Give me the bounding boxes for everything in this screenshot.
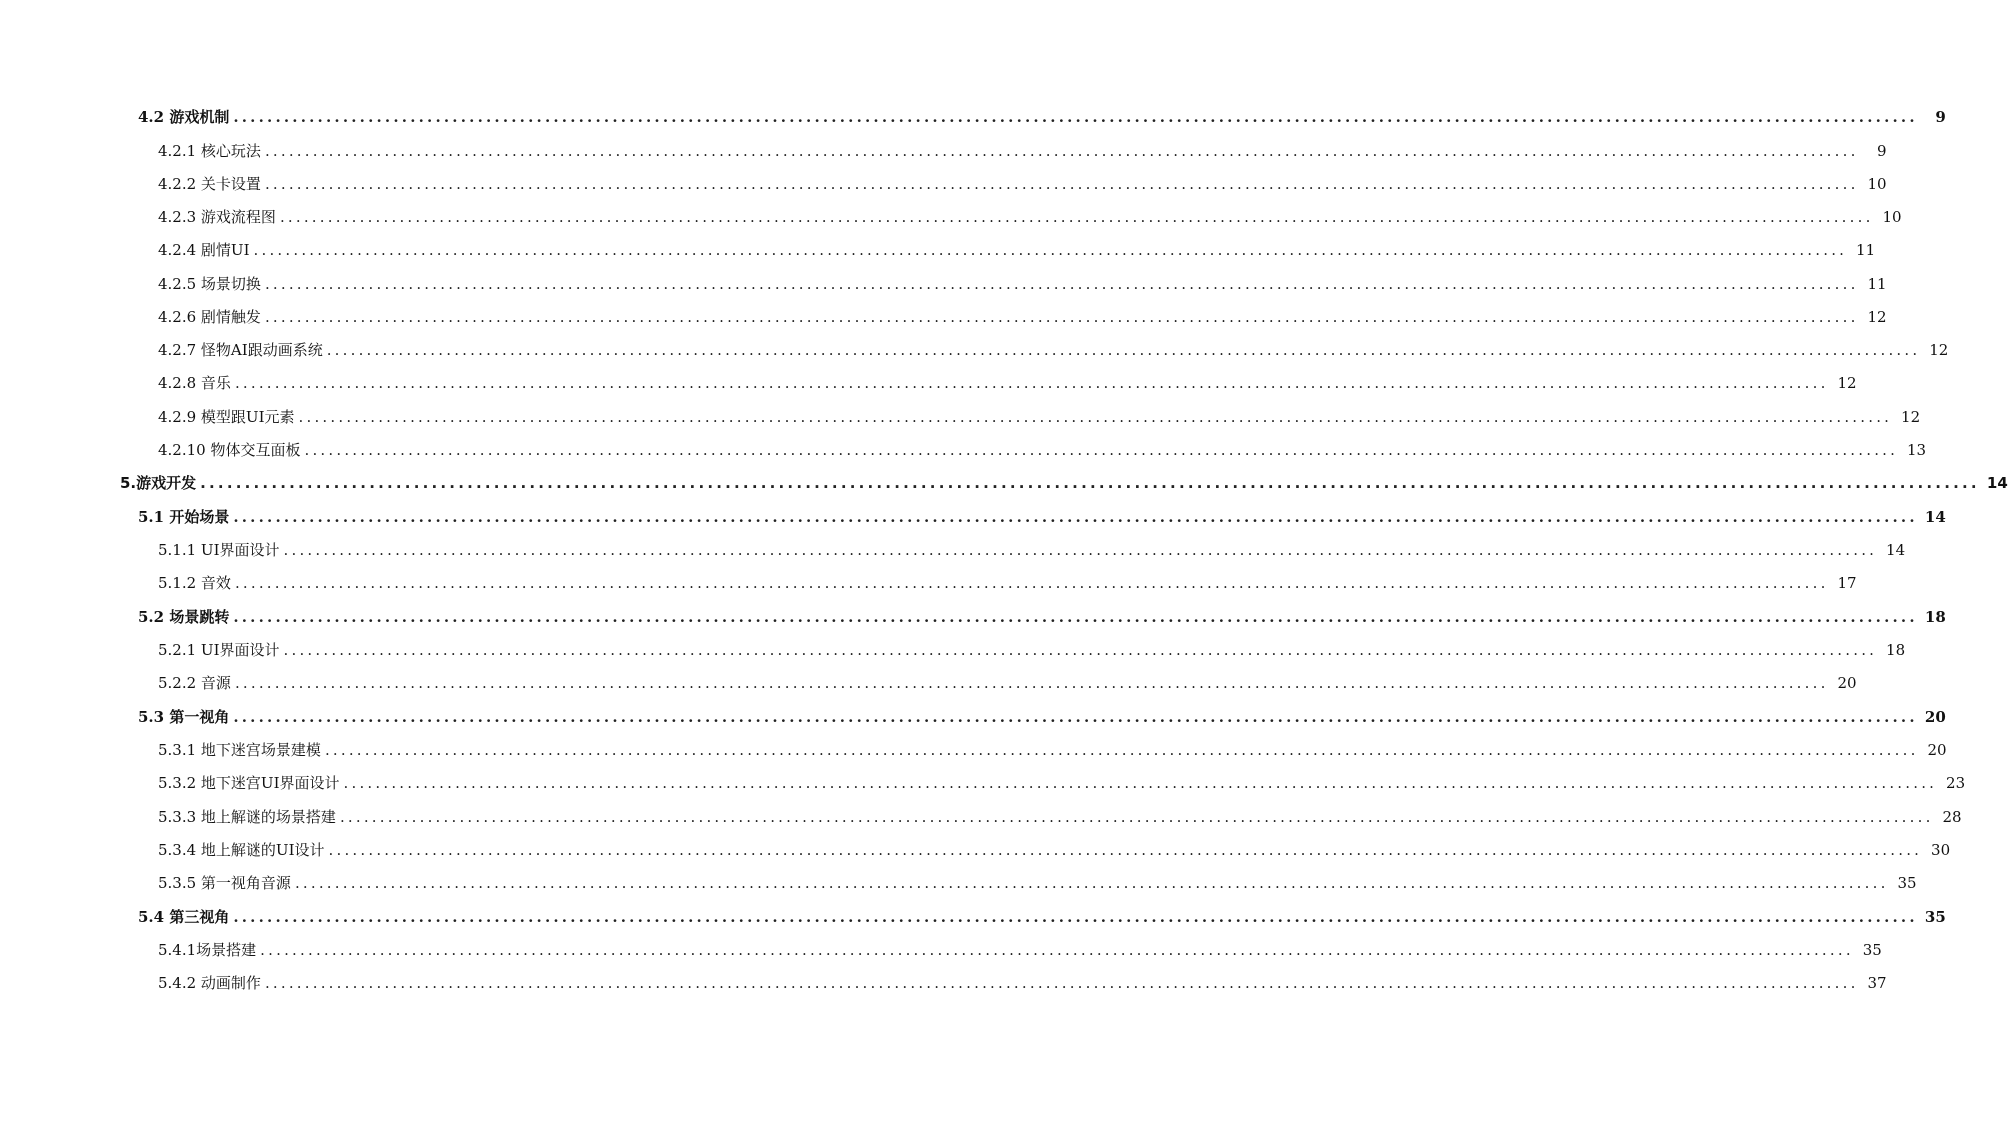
- toc-entry-label: 5.1.2 音效: [158, 574, 231, 592]
- toc-entry-label: 4.2.5 场景切换: [158, 275, 261, 293]
- toc-entry-label: 4.2.3 游戏流程图: [158, 208, 276, 226]
- toc-entry-label: 5.3 第一视角: [138, 708, 230, 726]
- toc-entry-page: 30: [1931, 841, 1951, 859]
- toc-entry-label: 4.2.1 核心玩法: [158, 142, 261, 160]
- toc-entry-page: 20: [1927, 741, 1947, 759]
- toc-entry-label: 4.2.7 怪物AI跟动画系统: [158, 341, 323, 359]
- toc-entry[interactable]: [0, 405, 1921, 429]
- toc-entry[interactable]: [0, 605, 1946, 629]
- toc-entry-page: 14: [1886, 541, 1906, 559]
- dot-leader: ........................................................................................................................................................................................................: [264, 275, 1859, 293]
- toc-entry-label: 4.2.8 音乐: [158, 374, 231, 392]
- toc-entry[interactable]: [0, 371, 1857, 395]
- dot-leader: ........................................................................................................................................................................................................: [264, 974, 1859, 992]
- toc-entry[interactable]: [0, 205, 1902, 229]
- toc-entry-label: 5.3.1 地下迷宫场景建模: [158, 741, 321, 759]
- toc-entry[interactable]: [0, 471, 2008, 495]
- toc-entry-page: 35: [1862, 941, 1882, 959]
- toc-entry-label: 5.游戏开发: [120, 474, 197, 492]
- dot-leader: ........................................................................................................................................................................................................: [264, 175, 1859, 193]
- toc-entry[interactable]: [0, 705, 1946, 729]
- toc-entry-page: 37: [1867, 974, 1887, 992]
- dot-leader: ........................................................................................................................................................................................................: [260, 941, 1854, 959]
- toc-entry-page: 20: [1924, 708, 1946, 726]
- toc-entry-label: 5.3.2 地下迷宫UI界面设计: [158, 774, 340, 792]
- dot-leader: ........................................................................................................................................................................................................: [233, 608, 1918, 626]
- dot-leader: ........................................................................................................................................................................................................: [264, 308, 1859, 326]
- toc-entry[interactable]: [0, 938, 1882, 962]
- dot-leader: ........................................................................................................................................................................................................: [283, 641, 1878, 659]
- toc-entry-page: 17: [1837, 574, 1857, 592]
- toc-entry[interactable]: [0, 338, 1949, 362]
- toc-entry-page: 18: [1886, 641, 1906, 659]
- toc-entry[interactable]: [0, 871, 1917, 895]
- toc-entry[interactable]: [0, 438, 1927, 462]
- toc-entry-page: 35: [1897, 874, 1917, 892]
- toc-entry[interactable]: [0, 571, 1857, 595]
- toc-entry-label: 5.2.1 UI界面设计: [158, 641, 280, 659]
- toc-entry[interactable]: [0, 305, 1887, 329]
- dot-leader: ........................................................................................................................................................................................................: [200, 474, 1980, 492]
- dot-leader: ........................................................................................................................................................................................................: [326, 341, 1921, 359]
- toc-entry-label: 4.2 游戏机制: [138, 108, 230, 126]
- toc-entry-page: 23: [1946, 774, 1966, 792]
- toc-entry-page: 35: [1924, 908, 1946, 926]
- toc-entry-page: 9: [1935, 108, 1946, 126]
- toc-entry[interactable]: [0, 771, 1966, 795]
- toc-entry-label: 5.3.5 第一视角音源: [158, 874, 291, 892]
- dot-leader: ........................................................................................................................................................................................................: [324, 741, 1919, 759]
- dot-leader: ........................................................................................................................................................................................................: [304, 441, 1899, 459]
- toc-entry[interactable]: [0, 805, 1962, 829]
- toc-entry-label: 5.4.2 动画制作: [158, 974, 261, 992]
- toc-entry-page: 10: [1867, 175, 1887, 193]
- toc-entry-label: 4.2.6 剧情触发: [158, 308, 261, 326]
- toc-entry-page: 14: [1986, 474, 2008, 492]
- toc-entry-label: 5.2 场景跳转: [138, 608, 230, 626]
- toc-entry-label: 5.2.2 音源: [158, 674, 231, 692]
- toc-entry-page: 9: [1877, 142, 1887, 160]
- toc-entry-page: 12: [1867, 308, 1887, 326]
- toc-entry-label: 4.2.10 物体交互面板: [158, 441, 301, 459]
- dot-leader: ........................................................................................................................................................................................................: [343, 774, 1938, 792]
- toc-entry-label: 4.2.2 关卡设置: [158, 175, 261, 193]
- toc-entry-page: 28: [1942, 808, 1962, 826]
- toc-entry[interactable]: [0, 638, 1906, 662]
- toc-entry-page: 18: [1924, 608, 1946, 626]
- toc-entry-page: 12: [1929, 341, 1949, 359]
- toc-entry[interactable]: [0, 172, 1887, 196]
- toc-entry-page: 14: [1924, 508, 1946, 526]
- toc-entry[interactable]: [0, 139, 1887, 163]
- dot-leader: ........................................................................................................................................................................................................: [233, 708, 1918, 726]
- toc-entry-page: 11: [1856, 241, 1876, 259]
- toc-entry-page: 12: [1901, 408, 1921, 426]
- dot-leader: ........................................................................................................................................................................................................: [294, 874, 1889, 892]
- toc-entry[interactable]: [0, 738, 1947, 762]
- dot-leader: ........................................................................................................................................................................................................: [233, 508, 1918, 526]
- dot-leader: ........................................................................................................................................................................................................: [234, 574, 1829, 592]
- dot-leader: ........................................................................................................................................................................................................: [264, 142, 1859, 160]
- toc-entry-label: 5.3.4 地上解谜的UI设计: [158, 841, 325, 859]
- toc-entry-label: 5.3.3 地上解谜的场景搭建: [158, 808, 336, 826]
- dot-leader: ........................................................................................................................................................................................................: [233, 108, 1918, 126]
- toc-entry[interactable]: [0, 971, 1887, 995]
- toc-entry-page: 10: [1882, 208, 1902, 226]
- toc-entry-label: 5.4.1场景搭建: [158, 941, 257, 959]
- toc-entry-page: 13: [1907, 441, 1927, 459]
- toc-entry[interactable]: [0, 538, 1906, 562]
- toc-entry[interactable]: [0, 838, 1951, 862]
- dot-leader: ........................................................................................................................................................................................................: [283, 541, 1878, 559]
- toc-entry-page: 11: [1867, 275, 1887, 293]
- toc-entry[interactable]: [0, 105, 1946, 129]
- dot-leader: ........................................................................................................................................................................................................: [234, 674, 1829, 692]
- dot-leader: ........................................................................................................................................................................................................: [279, 208, 1874, 226]
- toc-entry[interactable]: [0, 905, 1946, 929]
- toc-entry[interactable]: [0, 238, 1876, 262]
- toc-entry[interactable]: [0, 671, 1857, 695]
- dot-leader: ........................................................................................................................................................................................................: [233, 908, 1918, 926]
- dot-leader: ........................................................................................................................................................................................................: [298, 408, 1893, 426]
- toc-entry-label: 5.1 开始场景: [138, 508, 230, 526]
- toc-entry[interactable]: [0, 505, 1946, 529]
- toc-entry-label: 4.2.4 剧情UI: [158, 241, 250, 259]
- toc-entry-page: 12: [1837, 374, 1857, 392]
- toc-entry-label: 5.4 第三视角: [138, 908, 230, 926]
- toc-entry[interactable]: [0, 272, 1887, 296]
- toc-entry-page: 20: [1837, 674, 1857, 692]
- dot-leader: ........................................................................................................................................................................................................: [339, 808, 1934, 826]
- dot-leader: ........................................................................................................................................................................................................: [234, 374, 1829, 392]
- toc-entry-label: 4.2.9 模型跟UI元素: [158, 408, 295, 426]
- dot-leader: ........................................................................................................................................................................................................: [253, 241, 1848, 259]
- toc-entry-label: 5.1.1 UI界面设计: [158, 541, 280, 559]
- dot-leader: ........................................................................................................................................................................................................: [328, 841, 1923, 859]
